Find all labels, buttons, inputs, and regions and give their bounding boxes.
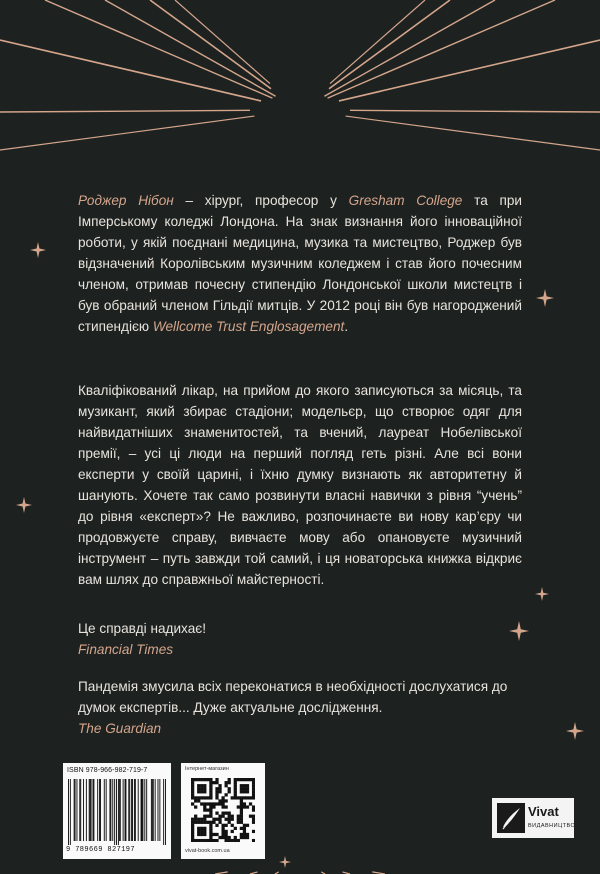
sparkle-star — [566, 722, 584, 740]
sun-ray — [0, 116, 254, 150]
sun-ray — [0, 40, 261, 101]
qr-url: vivat-book.com.ua — [185, 848, 230, 854]
isbn-text: ISBN 978-966-982-719-7 — [67, 767, 148, 774]
sun-ray — [0, 110, 250, 112]
sun-ray — [150, 0, 271, 89]
review-quote — [78, 676, 522, 739]
publisher-subtitle: ВИДАВНИЦТВО — [528, 823, 576, 829]
author-name: Роджер Нібон — [78, 193, 174, 208]
barcode-label — [63, 763, 171, 859]
quote-text: Це справді надихає! — [78, 621, 206, 636]
author-bio — [78, 190, 522, 337]
sparkle-star — [536, 289, 554, 307]
sun-ray — [328, 0, 555, 98]
sparkle-star — [279, 856, 291, 868]
sparkle-star — [30, 242, 46, 258]
bio-text-3: . — [344, 319, 349, 334]
publisher-name: Vivat — [528, 804, 559, 819]
sun-ray — [329, 0, 450, 89]
book-description: Кваліфікований лікар, на прийом до якого записуються за місяць, та музикант, який збирає стадіони; модельєр, що створює одяг для найвидатніших знаменитостей, та вчений, лауреат Нобелівської премії, – усі ці люди на перший погляд геть різні. Але всі вони експерти у своїй царині, і їхню думку визнають як авторитетну й шанують. Хочете так само розвинути власні навички з рівня “учень” до рівня «експерт»? Не важливо, розпочинаєте ви нову кар’єру чи продовжуєте справу, вивчаєте мову або опановуєте музичний інструмент – путь завжди той самий, і ця новаторська книжка відкриє вам шлях до справжньої майстерності. — [78, 383, 522, 587]
quote-source: Financial Times — [78, 642, 174, 657]
bio-text-2: та при Імперському коледжі Лондона. На знак визнання його інноваційної роботи, у якій поєднані медицина, музика та мистецтво, Роджер був відзначений Королівським музичним коледжем і став його почесним членом, отримав почесну стипендію Лондонської школи мистецтв і був обраний членом Гільдії митців. У 2012 році він був нагороджений стипендією — [78, 193, 523, 334]
fellowship-name: Wellcome Trust Englosagement — [152, 319, 345, 334]
publisher-logo — [492, 798, 574, 838]
qr-code-icon — [191, 778, 255, 842]
qr-label — [181, 763, 265, 859]
sun-ray — [45, 0, 272, 98]
feather-logo-icon — [497, 803, 525, 833]
sun-ray — [339, 40, 600, 101]
sun-ray — [330, 0, 425, 84]
sun-ray — [324, 0, 495, 96]
bio-text-1: – хірург, професор у — [173, 193, 349, 208]
sparkle-star — [535, 587, 549, 601]
sun-ray — [346, 116, 600, 150]
quote-text: Пандемія змусила всіх переконатися в необхідності дослухатися до думок експертів... Дуже актуальне дослідження. — [78, 679, 508, 715]
review-quote — [78, 618, 522, 660]
barcode-icon — [68, 779, 166, 845]
sun-ray — [175, 0, 270, 84]
ean-number: 9 789669 827197 — [66, 846, 136, 854]
quote-source: The Guardian — [78, 721, 162, 736]
sparkle-star — [16, 497, 32, 513]
college-name: Gresham College — [348, 193, 463, 208]
sun-ray — [105, 0, 276, 96]
qr-caption: Інтернет-магазин — [185, 766, 229, 772]
sun-ray — [350, 110, 600, 112]
